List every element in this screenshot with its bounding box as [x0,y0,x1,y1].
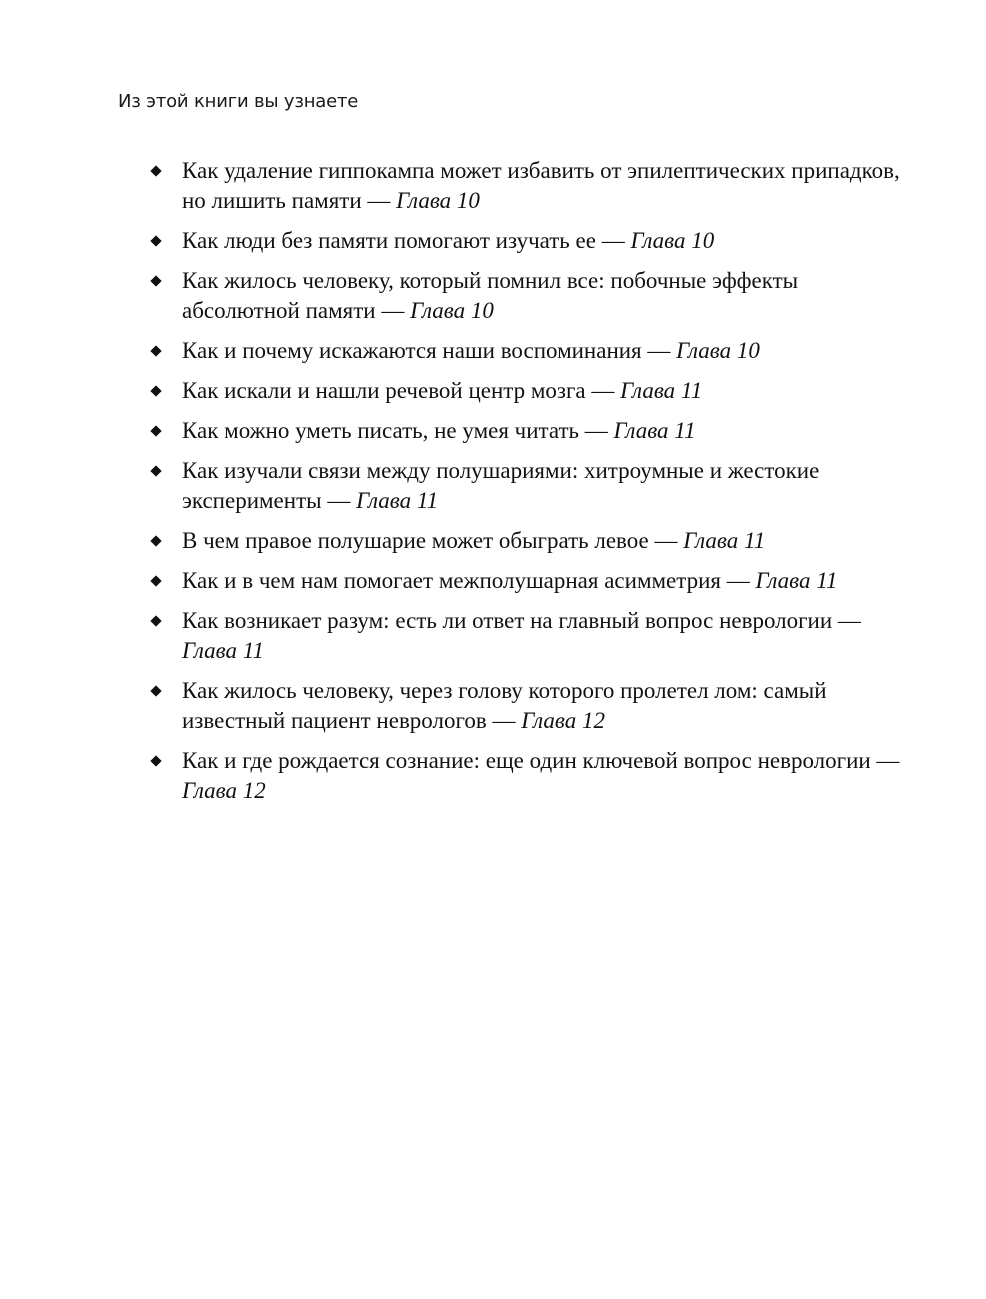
item-text: Как изучали связи между полушариями: хитроумные и жестокие эксперименты — [182,458,820,513]
list-item [152,746,912,806]
diamond-bullet-icon [150,465,161,476]
list-item [152,266,912,326]
chapter-ref: Глава 11 [613,418,696,443]
list-item [152,566,912,596]
running-title: Из этой книги вы узнаете [118,91,359,112]
item-text: Как жилось человеку, который помнил все: побочные эффекты абсолютной памяти — [182,268,799,323]
diamond-bullet-icon [150,575,161,586]
chapter-ref: Глава 10 [410,298,494,323]
list-item [152,336,912,366]
chapter-ref: Глава 12 [521,708,605,733]
list-item [152,376,912,406]
topics-list [152,156,912,816]
chapter-ref: Глава 12 [182,778,266,803]
list-item [152,226,912,256]
diamond-bullet-icon [150,235,161,246]
item-text: Как можно уметь писать, не умея читать — [182,418,614,443]
item-text: Как и где рождается сознание: еще один ключевой вопрос неврологии — [182,748,900,773]
list-item [152,156,912,216]
item-text: Как жилось человеку, через голову которого пролетел лом: самый известный пациент неврологов — [182,678,827,733]
diamond-bullet-icon [150,535,161,546]
diamond-bullet-icon [150,755,161,766]
diamond-bullet-icon [150,615,161,626]
item-text: Как искали и нашли речевой центр мозга — [182,378,621,403]
list-item [152,606,912,666]
diamond-bullet-icon [150,345,161,356]
item-text: Как люди без памяти помогают изучать ее — [182,228,631,253]
chapter-ref: Глава 11 [620,378,703,403]
item-text: Как удаление гиппокампа может избавить от эпилептических припадков, но лишить памяти — [182,158,900,213]
chapter-ref: Глава 11 [356,488,439,513]
diamond-bullet-icon [150,385,161,396]
diamond-bullet-icon [150,165,161,176]
diamond-bullet-icon [150,425,161,436]
chapter-ref: Глава 11 [683,528,766,553]
chapter-ref: Глава 11 [755,568,838,593]
list-item [152,526,912,556]
chapter-ref: Глава 10 [676,338,760,363]
item-text: Как и почему искажаются наши воспоминания — [182,338,677,363]
chapter-ref: Глава 11 [182,638,265,663]
list-item [152,416,912,446]
item-text: Как возникает разум: есть ли ответ на главный вопрос неврологии — [182,608,861,633]
diamond-bullet-icon [150,275,161,286]
list-item [152,676,912,736]
chapter-ref: Глава 10 [630,228,715,253]
chapter-ref: Глава 10 [396,188,480,213]
diamond-bullet-icon [150,685,161,696]
item-text: Как и в чем нам помогает межполушарная асимметрия — [182,568,756,593]
item-text: В чем правое полушарие может обыграть левое — [182,528,684,553]
list-item [152,456,912,516]
